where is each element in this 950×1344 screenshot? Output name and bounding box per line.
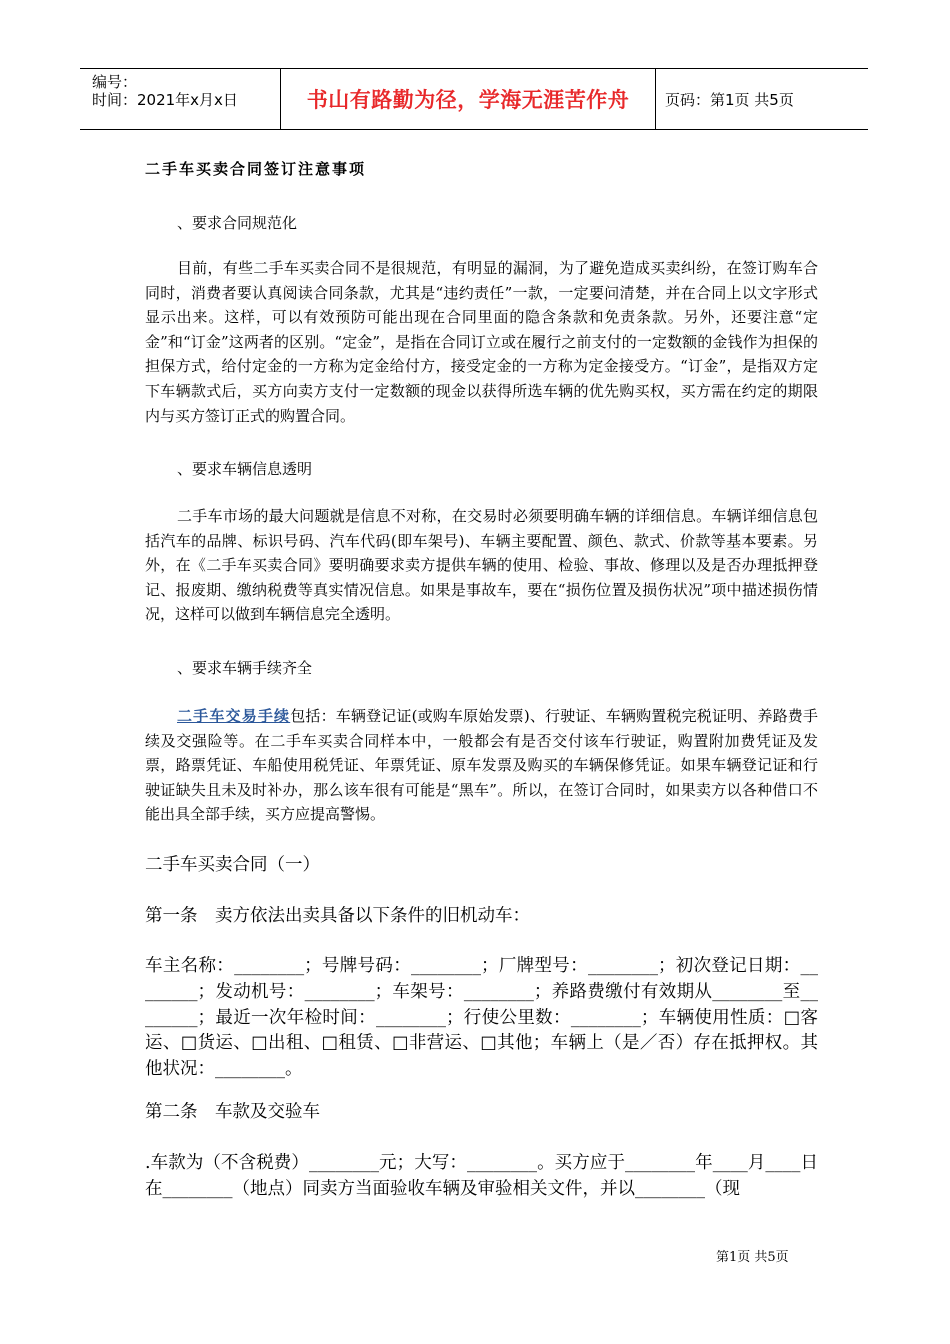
article-2-body: .车款为（不含税费）________元；大写：________。买方应于________年____月____日在________（地点）同卖方当面验收车辆及审验相关文件，并以________（现 (145, 1153, 818, 1199)
header-page-info: 页码：第1页 共5页 (665, 90, 794, 109)
document-time-label: 时间：2021年x月x日 (92, 91, 238, 109)
page-footer: 第1页 共5页 (716, 1250, 789, 1265)
article-1-body: 车主名称：________；号牌号码：________；厂牌型号：________；初次登记日期：________；发动机号：________；车架号：________；养路费缴付有效期从________至________；最近一次年检时间：________；行使公里数：________；车辆使用性质：□客运、□货运、□出租、□租赁、□非营运、□其他；车辆上（是／否）存在抵押权。其他状况：________。 (145, 956, 818, 1080)
section-3-paragraph (145, 704, 818, 827)
article-1-heading: 第一条 卖方依法出卖具备以下条件的旧机动车： (145, 906, 530, 926)
document-number-label: 编号： (92, 73, 138, 91)
header-motto: 书山有路勤为径，学海无涯苦作舟 (306, 88, 630, 112)
contract-title: 二手车买卖合同（一） (145, 855, 320, 875)
article-2-heading: 第二条 车款及交验车 (145, 1102, 320, 1122)
document-title: 二手车买卖合同签订注意事项 (145, 160, 367, 178)
section-3-heading: 、要求车辆手续齐全 (177, 659, 313, 677)
header-page-cell (655, 69, 868, 129)
page-header (80, 68, 868, 130)
section-3-text: 包括：车辆登记证(或购车原始发票)、行驶证、车辆购置税完税证明、养路费手续及交强险等。在二手车买卖合同样本中，一般都会有是否交付该车行驶证，购置附加费凭证及发票，路票凭证、车船使用税凭证、年票凭证、原车发票及购买的车辆保修凭证。如果车辆登记证和行驶证缺失且未及时补办，那么该车很有可能是“黑车”。所以，在签订合同时，如果卖方以各种借口不能出具全部手续，买方应提高警惕。 (145, 707, 818, 824)
section-2-paragraph: 二手车市场的最大问题就是信息不对称，在交易时必须要明确车辆的详细信息。车辆详细信息包括汽车的品牌、标识号码、汽车代码(即车架号)、车辆主要配置、颜色、款式、价款等基本要素。另外，在《二手车买卖合同》要明确要求卖方提供车辆的使用、检验、事故、修理以及是否办理抵押登记、报废期、缴纳税费等真实情况信息。如果是事故车，要在“损伤位置及损伤状况”项中描述损伤情况，这样可以做到车辆信息完全透明。 (145, 507, 818, 624)
section-1-heading: 、要求合同规范化 (177, 214, 298, 232)
transaction-procedures-link[interactable]: 二手车交易手续 (177, 707, 291, 725)
header-meta-cell (80, 69, 280, 129)
section-1-paragraph: 目前，有些二手车买卖合同不是很规范，有明显的漏洞，为了避免造成买卖纠纷，在签订购车合同时，消费者要认真阅读合同条款，尤其是“违约责任”一款，一定要问清楚，并在合同上以文字形式显示出来。这样，可以有效预防可能出现在合同里面的隐含条款和免责条款。另外，还要注意“定金”和“订金”这两者的区别。“定金”，是指在合同订立或在履行之前支付的一定数额的金钱作为担保的担保方式，给付定金的一方称为定金给付方，接受定金的一方称为定金接受方。“订金”，是指双方定下车辆款式后，买方向卖方支付一定数额的现金以获得所选车辆的优先购买权，买方需在约定的期限内与买方签订正式的购置合同。 (145, 259, 818, 425)
section-2-heading: 、要求车辆信息透明 (177, 460, 313, 478)
header-motto-cell (280, 69, 656, 129)
